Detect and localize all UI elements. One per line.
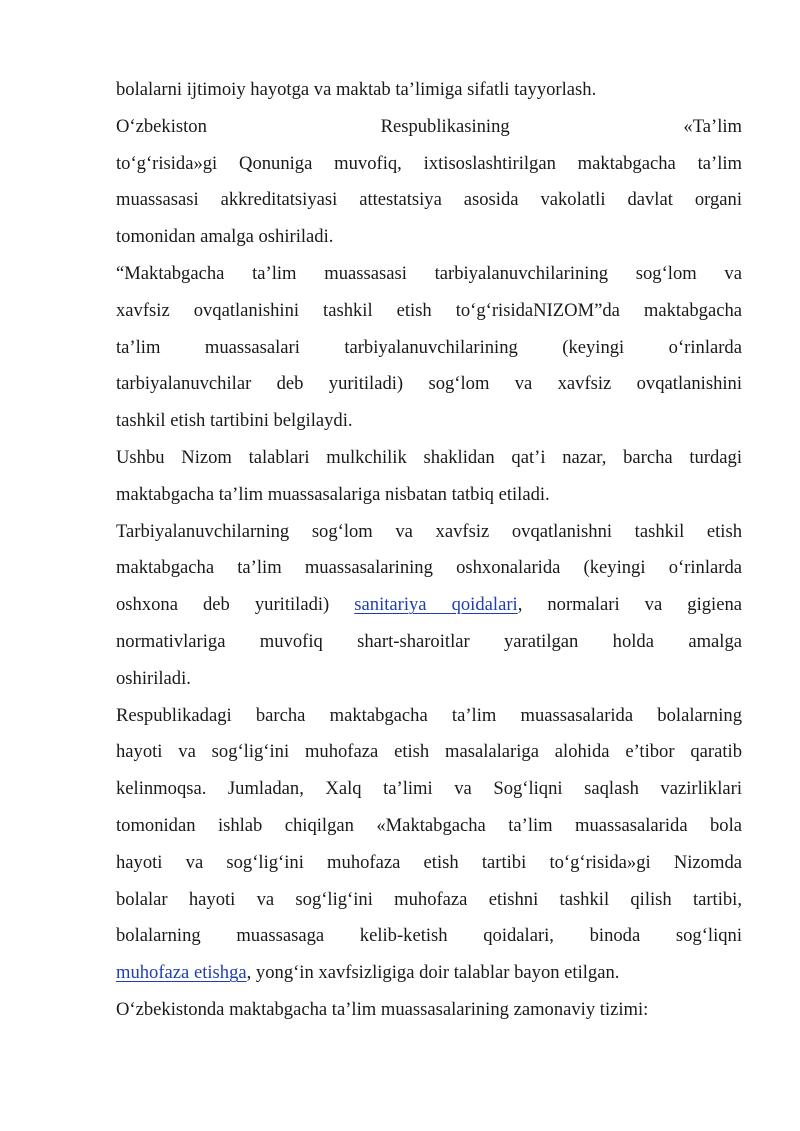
text-line: Ushbu Nizom talablari mulkchilik shaklidan qat’i nazar, barcha turdagi bbox=[116, 446, 742, 468]
text-fragment: , yong‘in xavfsizligiga doir talablar bayon etilgan. bbox=[246, 962, 620, 984]
text-line: O‘zbekistonda maktabgacha ta’lim muassasalarining zamonaviy tizimi: bbox=[116, 998, 649, 1020]
text-line: maktabgacha ta’lim muassasalariga nisbatan tatbiq etiladi. bbox=[116, 483, 550, 505]
text-line: xavfsiz ovqatlanishini tashkil etish to‘g‘risidaNIZOM”da maktabgacha bbox=[116, 299, 742, 321]
text-fragment: oshxona deb yuritiladi) bbox=[116, 594, 355, 616]
text-line: bolalarni ijtimoiy hayotga va maktab ta’limiga sifatli tayyorlash. bbox=[116, 79, 597, 100]
text-line: tashkil etish tartibini belgilaydi. bbox=[116, 410, 353, 432]
text-line-with-link bbox=[116, 587, 742, 624]
text-line: to‘g‘risida»gi Qonuniga muvofiq, ixtisoslashtirilgan maktabgacha ta’lim bbox=[116, 152, 742, 174]
text-line: maktabgacha ta’lim muassasalarining oshxonalarida (keyingi o‘rinlarda bbox=[116, 557, 742, 579]
text-line: Tarbiyalanuvchilarning sog‘lom va xavfsiz ovqatlanishni tashkil etish bbox=[116, 520, 742, 542]
text-line: tarbiyalanuvchilar deb yuritiladi) sog‘lom va xavfsiz ovqatlanishini bbox=[116, 373, 742, 395]
text-line: ta’lim muassasalari tarbiyalanuvchilarining (keyingi o‘rinlarda bbox=[116, 336, 742, 358]
text-line: kelinmoqsa. Jumladan, Xalq ta’limi va Sog‘liqni saqlash vazirliklari bbox=[116, 778, 742, 800]
text-line: tomonidan amalga oshiriladi. bbox=[116, 226, 334, 248]
text-line: O‘zbekiston Respublikasining «Ta’lim bbox=[116, 115, 742, 137]
text-line: Respublikadagi barcha maktabgacha ta’lim muassasalarida bolalarning bbox=[116, 704, 742, 726]
text-line: normativlariga muvofiq shart-sharoitlar yaratilgan holda amalga bbox=[116, 630, 742, 652]
text-line: oshiriladi. bbox=[116, 667, 191, 689]
text-line: hayoti va sog‘lig‘ini muhofaza etish tartibi to‘g‘risida»gi Nizomda bbox=[116, 851, 742, 873]
muhofaza-link[interactable]: muhofaza etishga bbox=[116, 962, 247, 984]
text-line: bolalar hayoti va sog‘lig‘ini muhofaza etishni tashkil qilish tartibi, bbox=[116, 888, 742, 910]
document-page bbox=[116, 72, 742, 1029]
text-line-with-link bbox=[116, 955, 742, 992]
text-line: tomonidan ishlab chiqilgan «Maktabgacha ta’lim muassasalarida bola bbox=[116, 814, 742, 836]
sanitariya-link[interactable]: sanitariya qoidalari bbox=[354, 594, 518, 616]
text-line: muassasasi akkreditatsiyasi attestatsiya asosida vakolatli davlat organi bbox=[116, 189, 742, 211]
text-line: hayoti va sog‘lig‘ini muhofaza etish masalalariga alohida e’tibor qaratib bbox=[116, 741, 742, 763]
text-line: “Maktabgacha ta’lim muassasasi tarbiyalanuvchilarining sog‘lom va bbox=[116, 262, 742, 284]
text-fragment: , normalari va gigiena bbox=[517, 594, 742, 616]
text-line: bolalarning muassasaga kelib-ketish qoidalari, binoda sog‘liqni bbox=[116, 925, 742, 947]
